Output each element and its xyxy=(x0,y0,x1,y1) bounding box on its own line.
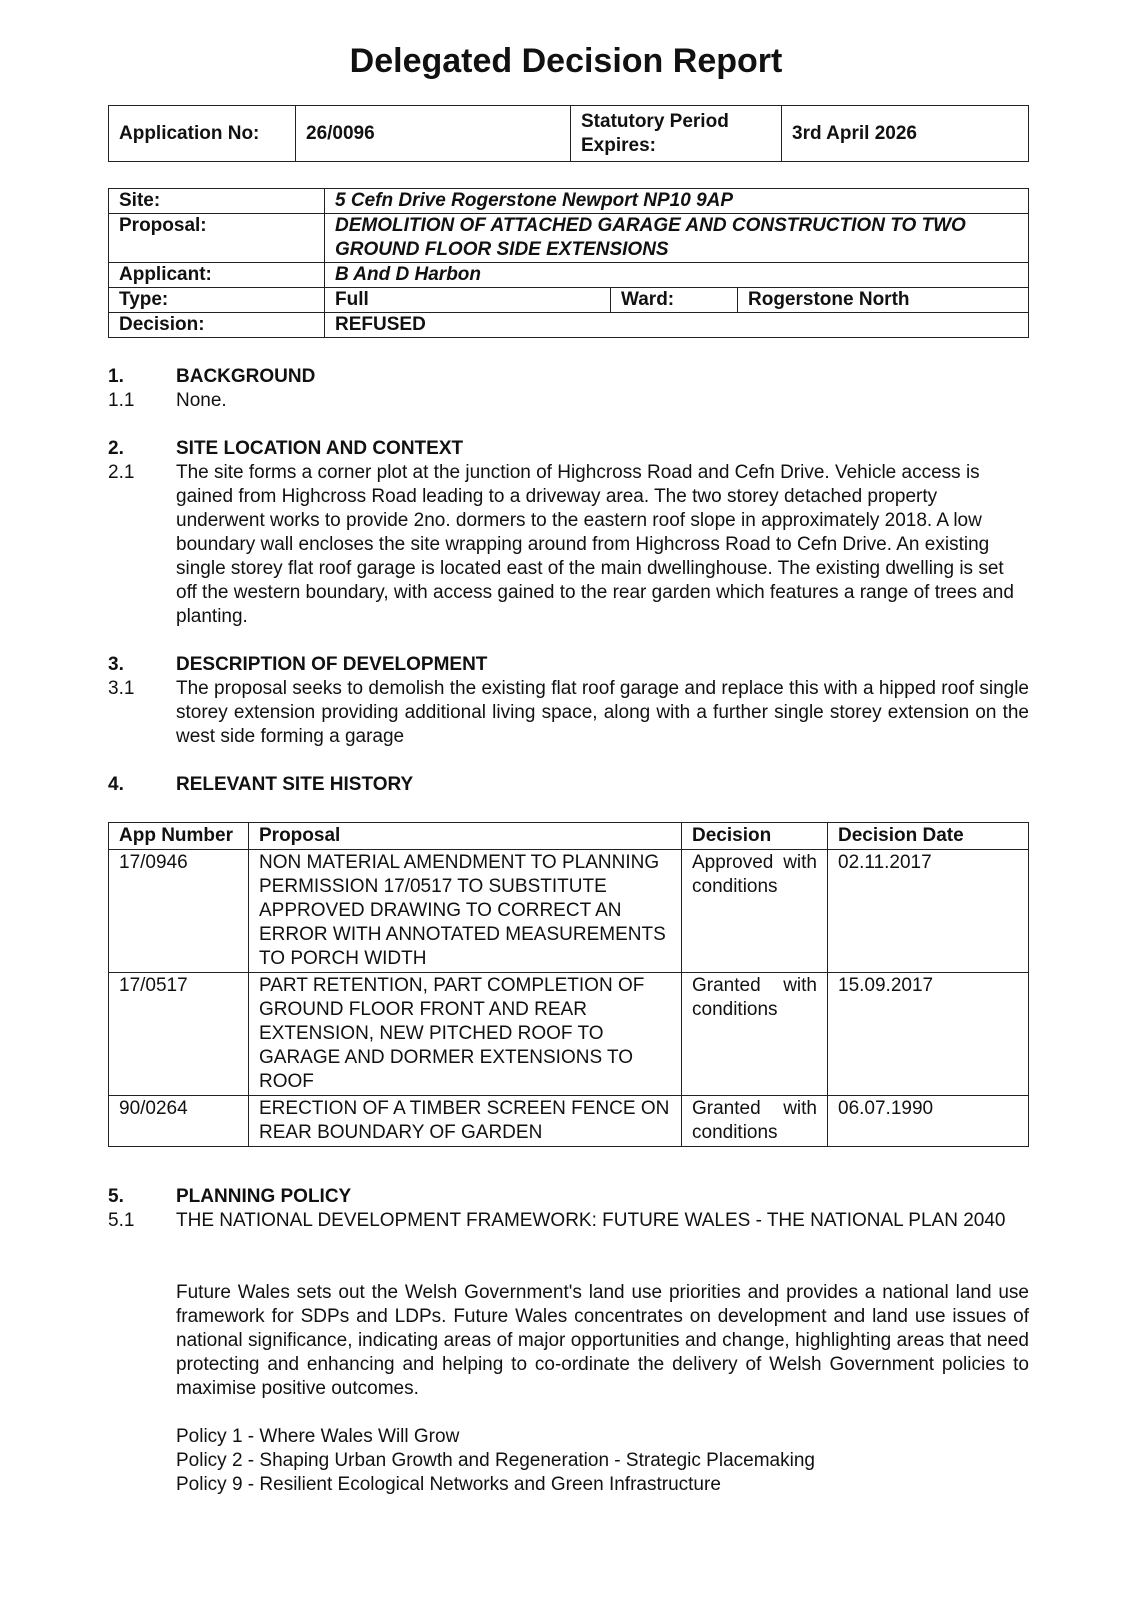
section-number: 1. xyxy=(108,366,124,387)
header-table xyxy=(108,105,1029,162)
application-info-table xyxy=(108,188,1029,338)
section-heading: DESCRIPTION OF DEVELOPMENT xyxy=(176,654,488,675)
proposal-label: Proposal: xyxy=(109,214,325,263)
decision-date-cell: 06.07.1990 xyxy=(828,1096,1029,1147)
section-heading: BACKGROUND xyxy=(176,366,316,387)
section-heading: RELEVANT SITE HISTORY xyxy=(176,774,414,795)
table-row xyxy=(109,973,1029,1096)
paragraph-number: 3.1 xyxy=(108,678,135,699)
paragraph-text: The site forms a corner plot at the junction of Highcross Road and Cefn Drive. Vehicle access is gained from Highcross Road leading to a driveway area. The two storey detached property underwent works to provide 2no. dormers to the eastern roof slope in approximately 2018. A low boundary wall encloses the site wrapping around from Highcross Road to Cefn Drive. An existing single storey flat roof garage is located east of the main dwellinghouse. The existing dwelling is set off the western boundary, with access gained to the rear garden which features a range of trees and planting. xyxy=(176,462,1014,627)
proposal-cell: ERECTION OF A TIMBER SCREEN FENCE ON REAR BOUNDARY OF GARDEN xyxy=(249,1096,682,1147)
column-header: Decision Date xyxy=(828,823,1029,850)
statutory-period-value: 3rd April 2026 xyxy=(782,106,1029,162)
application-no-label: Application No: xyxy=(109,106,296,162)
app-number-cell: 90/0264 xyxy=(109,1096,249,1147)
site-history-table xyxy=(108,822,1029,1147)
section-number: 5. xyxy=(108,1186,124,1207)
site-label: Site: xyxy=(109,189,325,214)
paragraph-text: The proposal seeks to demolish the existing flat roof garage and replace this with a hipped roof single storey extension providing additional living space, along with a further single storey extension on the west side forming a garage xyxy=(176,678,1029,747)
column-header: Decision xyxy=(682,823,828,850)
application-no-value: 26/0096 xyxy=(296,106,571,162)
paragraph-text: None. xyxy=(176,390,227,411)
app-number-cell: 17/0517 xyxy=(109,973,249,1096)
table-row xyxy=(109,1096,1029,1147)
paragraph-number: 1.1 xyxy=(108,390,135,411)
decision-cell: Approved with conditions xyxy=(682,850,828,973)
type-label: Type: xyxy=(109,288,325,313)
policy-item: Policy 9 - Resilient Ecological Networks and Green Infrastructure xyxy=(176,1474,721,1495)
subheading-text: THE NATIONAL DEVELOPMENT FRAMEWORK: FUTURE WALES - THE NATIONAL PLAN 2040 xyxy=(176,1210,1006,1231)
page-title: Delegated Decision Report xyxy=(349,42,783,80)
type-value: Full xyxy=(325,288,611,313)
decision-date-cell: 15.09.2017 xyxy=(828,973,1029,1096)
paragraph-text: Future Wales sets out the Welsh Government's land use priorities and provides a national land use framework for SDPs and LDPs. Future Wales concentrates on development and land use issues of national significance, indicating areas of major opportunities and change, highlighting areas that need protecting and enhancing and helping to co-ordinate the delivery of Welsh Government policies to maximise positive outcomes. xyxy=(176,1282,1029,1399)
decision-date-cell: 02.11.2017 xyxy=(828,850,1029,973)
section-heading: SITE LOCATION AND CONTEXT xyxy=(176,438,464,459)
decision-value: REFUSED xyxy=(325,313,1029,338)
statutory-period-label: Statutory Period Expires: xyxy=(571,106,782,162)
policy-item: Policy 2 - Shaping Urban Growth and Regeneration - Strategic Placemaking xyxy=(176,1450,815,1471)
applicant-value: B And D Harbon xyxy=(325,263,1029,288)
site-value: 5 Cefn Drive Rogerstone Newport NP10 9AP xyxy=(325,189,1029,214)
decision-cell: Granted with conditions xyxy=(682,973,828,1096)
section-number: 3. xyxy=(108,654,124,675)
ward-label: Ward: xyxy=(611,288,738,313)
section-number: 2. xyxy=(108,438,124,459)
decision-label: Decision: xyxy=(109,313,325,338)
paragraph-number: 5.1 xyxy=(108,1210,135,1231)
paragraph-number: 2.1 xyxy=(108,462,135,483)
column-header: Proposal xyxy=(249,823,682,850)
applicant-label: Applicant: xyxy=(109,263,325,288)
ward-value: Rogerstone North xyxy=(738,288,1029,313)
proposal-cell: PART RETENTION, PART COMPLETION OF GROUND FLOOR FRONT AND REAR EXTENSION, NEW PITCHED ROOF TO GARAGE AND DORMER EXTENSIONS TO ROOF xyxy=(249,973,682,1096)
decision-cell: Granted with conditions xyxy=(682,1096,828,1147)
table-row xyxy=(109,850,1029,973)
proposal-value: DEMOLITION OF ATTACHED GARAGE AND CONSTRUCTION TO TWO GROUND FLOOR SIDE EXTENSIONS xyxy=(325,214,1029,263)
section-heading: PLANNING POLICY xyxy=(176,1186,352,1207)
section-number: 4. xyxy=(108,774,124,795)
table-header-row xyxy=(109,823,1029,850)
app-number-cell: 17/0946 xyxy=(109,850,249,973)
proposal-cell: NON MATERIAL AMENDMENT TO PLANNING PERMISSION 17/0517 TO SUBSTITUTE APPROVED DRAWING TO CORRECT AN ERROR WITH ANNOTATED MEASUREMENTS TO PORCH WIDTH xyxy=(249,850,682,973)
policy-item: Policy 1 - Where Wales Will Grow xyxy=(176,1426,460,1447)
column-header: App Number xyxy=(109,823,249,850)
